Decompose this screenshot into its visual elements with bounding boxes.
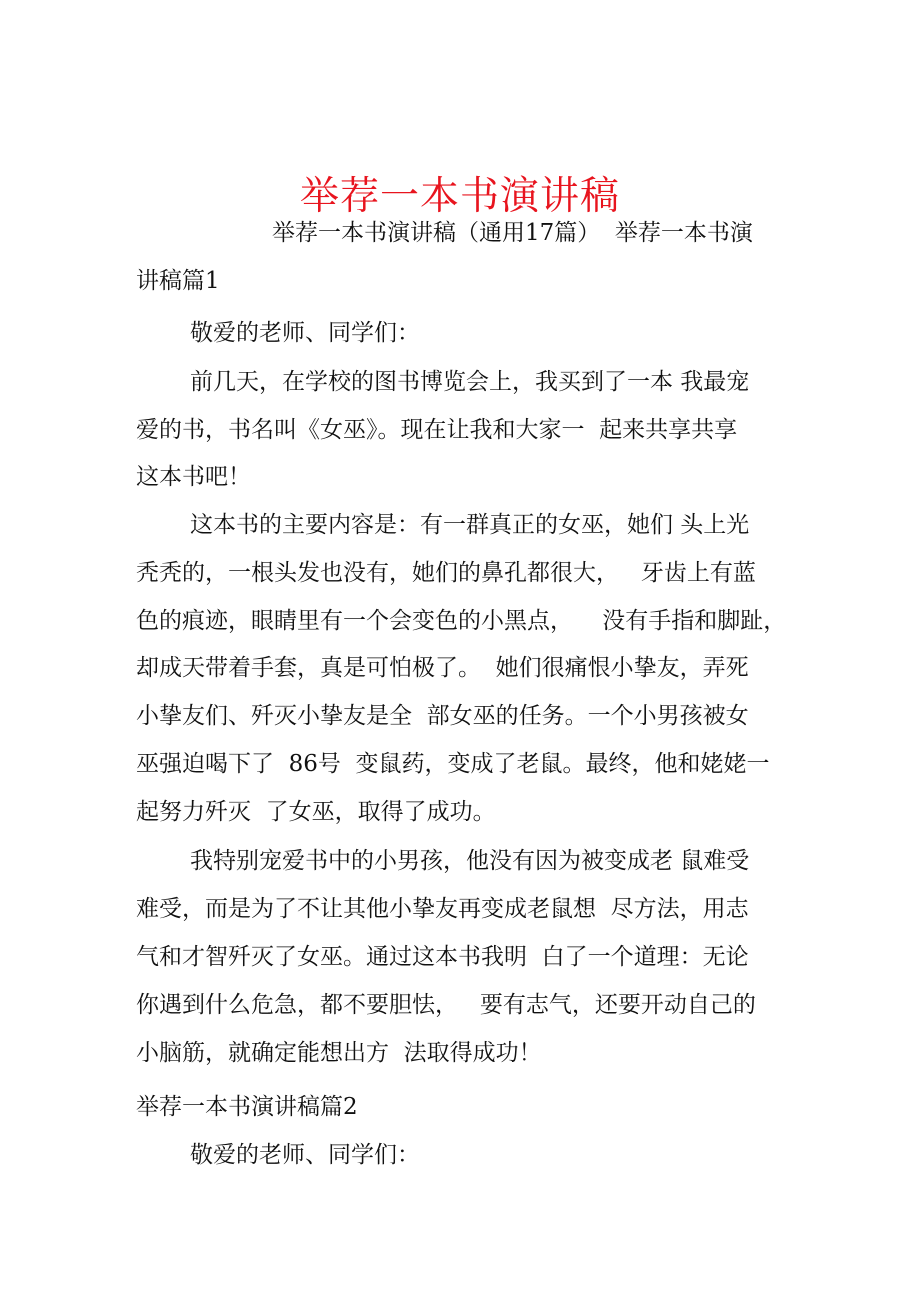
paragraph-3-line-3: 气和才智歼灭了女巫。通过这本书我明 白了一个道理：无论 xyxy=(136,944,749,970)
paragraph-2-line-5: 小挚友们、歼灭小挚友是全 部女巫的任务。一个小男孩被女 xyxy=(136,703,749,729)
paragraph-2-line-7: 起努力歼灭 了女巫，取得了成功。 xyxy=(136,799,496,825)
paragraph-1-line-1: 前几天，在学校的图书博览会上，我买到了一本 我最宠 xyxy=(190,369,750,395)
section-2-heading: 举荐一本书演讲稿篇2 xyxy=(136,1094,358,1120)
greeting-section-2: 敬爱的老师、同学们： xyxy=(190,1142,420,1168)
subtitle-line-1: 举荐一本书演讲稿（通用17篇） 举荐一本书演 xyxy=(272,220,753,246)
paragraph-2-line-1: 这本书的主要内容是：有一群真正的女巫，她们 头上光 xyxy=(190,512,750,538)
paragraph-3-line-2: 难受，而是为了不让其他小挚友再变成老鼠想 尽方法，用志 xyxy=(136,896,749,922)
subtitle-line-2: 讲稿篇1 xyxy=(136,268,220,294)
greeting-section-1: 敬爱的老师、同学们： xyxy=(190,320,420,346)
document-title: 举荐一本书演讲稿 xyxy=(299,174,620,220)
paragraph-1-line-2: 爱的书，书名叫《女巫》。现在让我和大家一 起来共享共享 xyxy=(136,417,738,443)
paragraph-2-line-4: 却成天带着手套，真是可怕极了。 她们很痛恨小挚友，弄死 xyxy=(136,655,749,681)
paragraph-3-line-1: 我特别宠爱书中的小男孩，他没有因为被变成老 鼠难受 xyxy=(190,848,750,874)
paragraph-2-line-6: 巫强迫喝下了 86号 变鼠药，变成了老鼠。最终，他和姥姥一 xyxy=(136,751,770,777)
paragraph-2-line-3: 色的痕迹，眼睛里有一个会变色的小黑点， 没有手指和脚趾， xyxy=(136,608,787,634)
paragraph-3-line-5: 小脑筋，就确定能想出方 法取得成功！ xyxy=(136,1040,542,1066)
paragraph-1-line-3: 这本书吧！ xyxy=(136,464,251,490)
paragraph-2-line-2: 秃秃的，一根头发也没有，她们的鼻孔都很大， 牙齿上有蓝 xyxy=(136,560,756,586)
paragraph-3-line-4: 你遇到什么危急，都不要胆怯， 要有志气，还要开动自己的 xyxy=(136,992,756,1018)
